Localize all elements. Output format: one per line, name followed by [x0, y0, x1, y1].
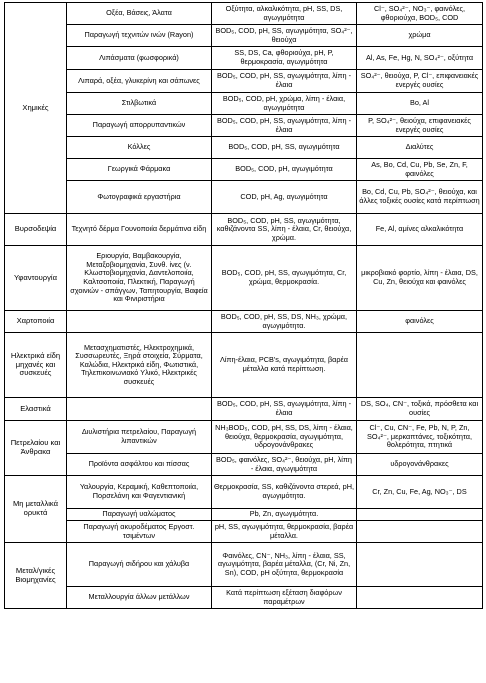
parameters-cell: Θερμοκρασία, SS, καθιζάνοντα στερεά, pH, αγωγιμότητα. [212, 476, 357, 509]
table-row [5, 521, 483, 543]
table-row [5, 181, 483, 214]
process-cell: Τεχνητό δέρμα Γουνοποιία δερμάτινα είδη [67, 214, 212, 246]
parameters-cell: BOD₅, COD, pH, SS, αγωγιμότητα, λίπη - έλαια [212, 70, 357, 93]
parameters-cell: BOD₅, COD, pH, αγωγιμότητα [212, 159, 357, 181]
industry-cell: Ηλεκτρικά είδη μηχανές και συσκευές [5, 333, 67, 398]
pollutants-cell: Bo, Cd, Cu, Pb, SO₄²⁻, θειούχα, και άλλες τοξικές ουσίες κατά περίπτωση [357, 181, 483, 214]
pollutants-cell: As, Bo, Cd, Cu, Pb, Se, Zn, F, φαινόλες [357, 159, 483, 181]
pollutants-cell: μικροβιακό φορτίο, λίπη - έλαια, DS, Cu, Zn, θειούχα και φαινόλες [357, 246, 483, 311]
process-cell: Μετασχηματιστές, Ηλεκτροχημικά, Συσσωρευτές, Ξηρά στοιχεία, Σύρματα, Καλώδια, Ηλεκτρικά είδη, Φωτιστικά, Τηλεπικοινωνιακό Υλικό, Ηλεκτρικές συσκευές [67, 333, 212, 398]
industry-cell: Μεταλ/γικές Βιομηχανίες [5, 543, 67, 609]
pollutants-cell: Fe, Al, αμίνες αλκαλικότητα [357, 214, 483, 246]
table-body [5, 3, 483, 609]
industry-cell: Μη μεταλλικά ορυκτά [5, 476, 67, 543]
process-cell: Παραγωγή απορρυπαντικών [67, 115, 212, 137]
process-cell: Μεταλλουργία άλλων μετάλλων [67, 587, 212, 609]
industrial-wastewater-table [4, 2, 483, 609]
pollutants-cell: υδρογονάνθρακες [357, 454, 483, 476]
parameters-cell: BOD₅, COD, pH, SS, αγωγιμότητα, SO₄²⁻, θειούχα [212, 25, 357, 47]
process-cell: Παραγωγή σιδήρου και χάλυβα [67, 543, 212, 587]
parameters-cell: SS, DS, Ca, φθοριούχα, pH, P, θερμοκρασία, αγωγιμότητα [212, 47, 357, 70]
process-cell: Λιπαρά, οξέα, γλυκερίνη και σάπωνες [67, 70, 212, 93]
parameters-cell: BOD₅, COD, pH, SS, αγωγιμότητα, καθιζάνοντα SS, λίπη - έλαια, Cr, θειούχα, χρώμα. [212, 214, 357, 246]
table-row [5, 587, 483, 609]
pollutants-cell: Bo, Al [357, 93, 483, 115]
pollutants-cell: φαινόλες [357, 311, 483, 333]
process-cell [67, 311, 212, 333]
table-row [5, 246, 483, 311]
parameters-cell: Λίπη-έλαια, PCB's, αγωγιμότητα, βαρέα μέταλλα κατά περίπτωση. [212, 333, 357, 398]
pollutants-cell [357, 587, 483, 609]
process-cell: Λιπάσματα (φωσφορικά) [67, 47, 212, 70]
process-cell: Παραγωγή τεχνιτών ινών (Rayon) [67, 25, 212, 47]
industry-cell: Χημικές [5, 3, 67, 214]
process-cell: Οξέα, Βάσεις, Άλατα [67, 3, 212, 25]
parameters-cell: BOD₅, COD, pH, SS, αγωγιμότητα [212, 137, 357, 159]
pollutants-cell: Cl⁻, SO₄²⁻, NO₃⁻, φαινόλες, φθοριούχα, BOD₅, COD [357, 3, 483, 25]
process-cell: Παραγωγή υαλώματος [67, 509, 212, 521]
parameters-cell: BOD₅, φαινόλες, SO₄²⁻, θειούχα, pH, λίπη - έλαια, αγωγιμότητα [212, 454, 357, 476]
table-row [5, 47, 483, 70]
table-row [5, 137, 483, 159]
parameters-cell: BOD₅, COD, pH, SS, αγωγιμότητα, Cr, χρώμα, θερμοκρασία. [212, 246, 357, 311]
process-cell: Υαλουργία, Κεραμική, Καθεπτοποιία, Πορσελάνη και Φαγεντιανική [67, 476, 212, 509]
pollutants-cell: χρώμα [357, 25, 483, 47]
table-row [5, 214, 483, 246]
table-row [5, 509, 483, 521]
process-cell: Στιλβωτικά [67, 93, 212, 115]
pollutants-cell [357, 521, 483, 543]
table-row [5, 159, 483, 181]
process-cell: Προϊόντα ασφάλτου και πίσσας [67, 454, 212, 476]
table-row [5, 454, 483, 476]
pollutants-cell: Διαλύτες [357, 137, 483, 159]
table-row [5, 311, 483, 333]
process-cell [67, 398, 212, 421]
parameters-cell: BOD₅, COD, pH, SS, αγωγιμότητα, λίπη - έλαια [212, 398, 357, 421]
table-row [5, 93, 483, 115]
pollutants-cell: SO₄²⁻, θειούχα, P, Cl⁻, επιφανειακές ενεργές ουσίες [357, 70, 483, 93]
industry-cell: Πετρελαίου και Άνθρακα [5, 421, 67, 476]
process-cell: Κόλλες [67, 137, 212, 159]
parameters-cell: BOD₅, COD, pH, SS, DS, NH₃, χρώμα, αγωγιμότητα. [212, 311, 357, 333]
table-row [5, 3, 483, 25]
pollutants-cell: Cl⁻, Cu, CN⁻, Fe, Pb, N, P, Zn, SO₄²⁻, μερκαπτάνες, τοξικότητα, θολερότητα, πτητικά [357, 421, 483, 454]
pollutants-cell [357, 509, 483, 521]
process-cell: Παραγωγή ακυροδέματος Εργοστ. τσιμέντων [67, 521, 212, 543]
parameters-cell: BOD₅, COD, pH, SS, αγωγιμότητα, λίπη - έλαια [212, 115, 357, 137]
industry-cell: Χαρτοποιία [5, 311, 67, 333]
parameters-cell: Κατά περίπτωση εξέταση διαφόρων παραμέτρων [212, 587, 357, 609]
table-row [5, 398, 483, 421]
parameters-cell: Οξύτητα, αλκαλικότητα, pH, SS, DS, αγωγιμότητα [212, 3, 357, 25]
table-row [5, 333, 483, 398]
pollutants-cell: DS, SO₄, CN⁻, τοξικά, πρόσθετα και ουσίες [357, 398, 483, 421]
table-row [5, 25, 483, 47]
table-row [5, 476, 483, 509]
document-page [4, 2, 482, 609]
process-cell: Φωτογραφικά εργαστήρια [67, 181, 212, 214]
industry-cell: Ελαστικά [5, 398, 67, 421]
parameters-cell: Φαινόλες, CN⁻, NH₃, λίπη - έλαια, SS, αγωγιμότητα, βαρέα μέταλλα, (Cr, Ni, Zn, Sn), COD, pH οξύτητα, θερμοκρασία [212, 543, 357, 587]
process-cell: Γεωργικά Φάρμακα [67, 159, 212, 181]
process-cell: Διυλιστήρια πετρελαίου, Παραγωγή λιπαντικών [67, 421, 212, 454]
table-row [5, 70, 483, 93]
table-row [5, 115, 483, 137]
parameters-cell: NH₃BOD₅, COD, pH, SS, DS, λίπη - έλαια, θειούχα, θερμοκρασία, αγωγιμότητα, υδρογονάνθρακες [212, 421, 357, 454]
pollutants-cell [357, 543, 483, 587]
parameters-cell: pH, SS, αγωγιμότητα, θερμοκρασία, βαρέα μέταλλα. [212, 521, 357, 543]
table-row [5, 543, 483, 587]
process-cell: Εριουργία, Βαμβακουργία, Μεταξοβιομηχανία, Συνθ. ίνες (ν. Κλωστοβιομηχανία, Δαντελοποιία, Καλτσοποιία, Πλεκτική, Παραγωγή σχοινιών - σπάγγων, Ταπητουργία, Βαφεία και Φινιριστήρια [67, 246, 212, 311]
pollutants-cell: P, SO₄²⁻, θειούχα, επιφανειακές ενεργές ουσίες [357, 115, 483, 137]
table-row [5, 421, 483, 454]
industry-cell: Υφαντουργία [5, 246, 67, 311]
parameters-cell: BOD₅, COD, pH, χρώμα, λίπη - έλαια, αγωγιμότητα [212, 93, 357, 115]
pollutants-cell [357, 333, 483, 398]
industry-cell: Βυρσοδεψία [5, 214, 67, 246]
parameters-cell: Pb, Zn, αγωγιμότητα. [212, 509, 357, 521]
pollutants-cell: Cr, Zn, Cu, Fe, Ag, NO₃⁻, DS [357, 476, 483, 509]
parameters-cell: COD, pH, Ag, αγωγιμότητα [212, 181, 357, 214]
pollutants-cell: Al, As, Fe, Hg, N, SO₄²⁻, οξύτητα [357, 47, 483, 70]
